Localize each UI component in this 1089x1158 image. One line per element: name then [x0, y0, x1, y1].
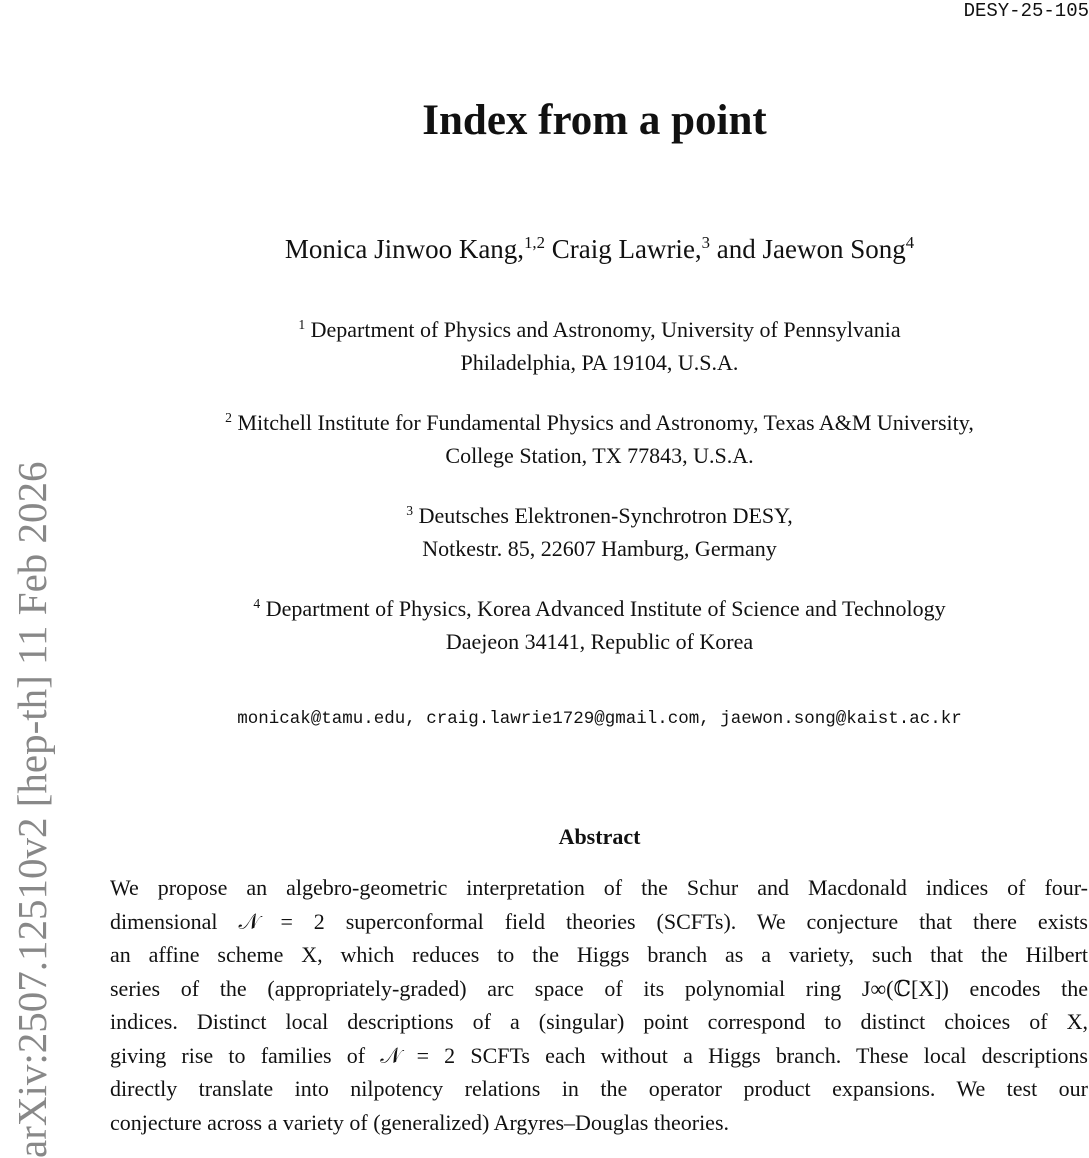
abstract-line: directly translate into nilpotency relations in the operator product expansions. We test our: [110, 1076, 1088, 1101]
affil-num: 2: [225, 409, 232, 425]
author-name: Craig Lawrie,: [544, 234, 702, 264]
author-name: and Jaewon Song: [710, 234, 906, 264]
affil-line: Daejeon 34141, Republic of Korea: [445, 629, 754, 654]
affil-num: 4: [253, 595, 261, 611]
abstract-line: an affine scheme X, which reduces to the Higgs branch as a variety, such that the Hilbert: [110, 942, 1088, 967]
abstract-line: indices. Distinct local descriptions of a (singular) point correspond to distinct choices of X,: [110, 1009, 1088, 1034]
affil-num: 1: [298, 316, 306, 332]
abstract-line: giving rise to families of 𝒩 = 2 SCFTs each without a Higgs branch. These local descriptions: [110, 1042, 1088, 1068]
affil-line: Department of Physics, Korea Advanced Institute of Science and Technology: [260, 596, 946, 621]
affil-num: 3: [406, 502, 414, 518]
affiliation-4: [0, 592, 1089, 658]
author-list: [0, 234, 1089, 265]
abstract-line: We propose an algebro-geometric interpretation of the Schur and Macdonald indices of four-: [110, 875, 1088, 900]
affiliation-3: [0, 499, 1089, 565]
affiliation-2: [0, 406, 1089, 472]
abstract-line: series of the (appropriately-graded) arc space of its polynomial ring J∞(ℂ[X]) encodes the: [110, 975, 1088, 1001]
affil-line: Mitchell Institute for Fundamental Physics and Astronomy, Texas A&M University,: [231, 410, 974, 435]
affil-line: Philadelphia, PA 19104, U.S.A.: [460, 350, 739, 375]
author-affil-mark: 1,2: [524, 232, 545, 252]
abstract-body: [110, 871, 1088, 1139]
abstract-heading: Abstract: [558, 824, 641, 849]
affil-line: Department of Physics and Astronomy, University of Pennsylvania: [305, 317, 901, 342]
abstract-line: conjecture across a variety of (generalized) Argyres–Douglas theories.: [110, 1109, 730, 1135]
arxiv-stamp: arXiv:2507.12510v2 [hep-th] 11 Feb 2026: [9, 461, 55, 1158]
author-affil-mark: 4: [905, 232, 915, 252]
author-emails: monicak@tamu.edu, craig.lawrie1729@gmail.com, jaewon.song@kaist.ac.kr: [237, 709, 962, 729]
abstract-line: dimensional 𝒩 = 2 superconformal field theories (SCFTs). We conjecture that there exists: [110, 908, 1088, 934]
paper-title: Index from a point: [422, 97, 767, 144]
affil-line: College Station, TX 77843, U.S.A.: [445, 443, 754, 468]
author-name: Monica Jinwoo Kang,: [284, 234, 525, 264]
affil-line: Deutsches Elektronen-Synchrotron DESY,: [413, 503, 793, 528]
report-number: DESY-25-105: [963, 0, 1089, 22]
affiliation-1: [0, 313, 1089, 379]
affil-line: Notkestr. 85, 22607 Hamburg, Germany: [422, 536, 777, 561]
author-affil-mark: 3: [701, 232, 711, 252]
